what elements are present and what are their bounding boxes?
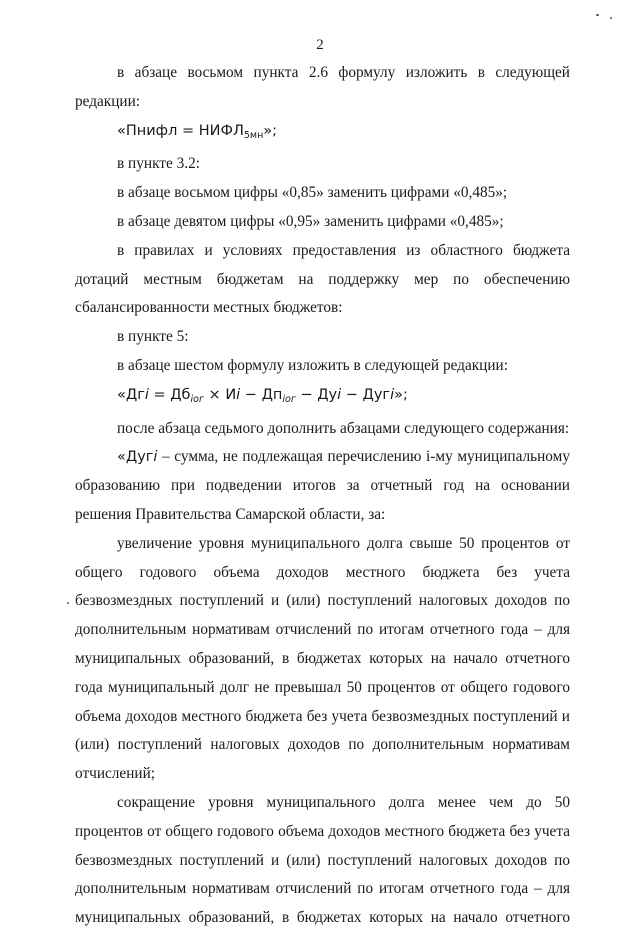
paragraph-debt-reduction: сокращение уровня муниципального долга менее чем до 50 процентов от общего годового объема доходов местного бюджета без учета безвозмездных поступлений и (или) поступлений налоговых доходов по дополнительным нормативам отчислений по итогам отчетного года – для муниципальных образований, в бюджетах которых на начало отчетного — [75, 793, 570, 927]
formula-dg-part: − Дп — [240, 386, 283, 403]
scan-speck — [67, 602, 69, 604]
formula-pnifl-subscript: 5мн — [243, 129, 264, 141]
formula-dug-index: i — [153, 449, 158, 466]
formula-dg-part: »; — [394, 386, 408, 403]
formula-dg — [75, 381, 570, 415]
paragraph-debt-increase: увеличение уровня муниципального долга свыше 50 процентов от общего годового объема доходов местного бюджета без учета безвозмездных поступлений и (или) поступлений налоговых доходов по дополнительным нормативам отчислений по итогам отчетного года – для муниципальных образований, в бюджетах которых на начало отчетного года муниципальный долг не превышал 50 процентов от общего годового объема доходов местного бюджета без учета безвозмездных поступлений и (или) поступлений налоговых доходов по дополнительным нормативам отчислений; — [75, 534, 570, 783]
paragraph-replace-085: в абзаце восьмом цифры «0,85» заменить цифрами «0,485»; — [117, 184, 508, 202]
scan-speck — [596, 14, 599, 16]
paragraph-point-5: в пункте 5: — [117, 328, 189, 346]
formula-dg-part: = Дб — [148, 386, 191, 403]
formula-pnifl — [75, 117, 570, 151]
formula-pnifl-main: «Пнифл = НИФЛ — [117, 122, 244, 139]
formula-dg-part: × И — [203, 386, 237, 403]
formula-dg-part: «Дг — [117, 386, 145, 403]
formula-dg-index: i — [390, 386, 395, 403]
document-body — [75, 59, 570, 933]
formula-pnifl-close: »; — [263, 122, 278, 139]
page-number: 2 — [316, 37, 324, 53]
paragraph-dug-definition — [75, 443, 570, 529]
formula-dg-part: − Ду — [295, 386, 338, 403]
paragraph-formula-6th: в абзаце шестом формулу изложить в следующей редакции: — [117, 356, 508, 374]
paragraph-after-7th: после абзаца седьмого дополнить абзацами следующего содержания: — [117, 419, 570, 437]
formula-dg-index: i — [144, 386, 149, 403]
scan-speck — [610, 17, 612, 19]
formula-dg-subscript: iог — [282, 393, 296, 405]
dug-definition-text: – сумма, не подлежащая перечислению i-му муниципальному образованию при подведении итогов за отчетный год на основании решения Правительства Самарской области, за: — [75, 448, 570, 523]
formula-dg-part: − Дуг — [341, 386, 391, 403]
formula-dug: «Дуг — [117, 449, 154, 466]
formula-dg-subscript: iог — [190, 393, 204, 405]
paragraph-replace-095: в абзаце девятом цифры «0,95» заменить цифрами «0,485»; — [117, 212, 504, 230]
paragraph-rules-subsidies: в правилах и условиях предоставления из областного бюджета дотаций местным бюджетам на поддержку мер по обеспечению сбалансированности местных бюджетов: — [75, 241, 570, 317]
formula-dg-index: i — [337, 386, 342, 403]
formula-dg-index: i — [236, 386, 241, 403]
paragraph-formula-intro: в абзаце восьмом пункта 2.6 формулу изложить в следующей редакции: — [75, 64, 570, 110]
paragraph-point-3-2: в пункте 3.2: — [117, 155, 200, 173]
